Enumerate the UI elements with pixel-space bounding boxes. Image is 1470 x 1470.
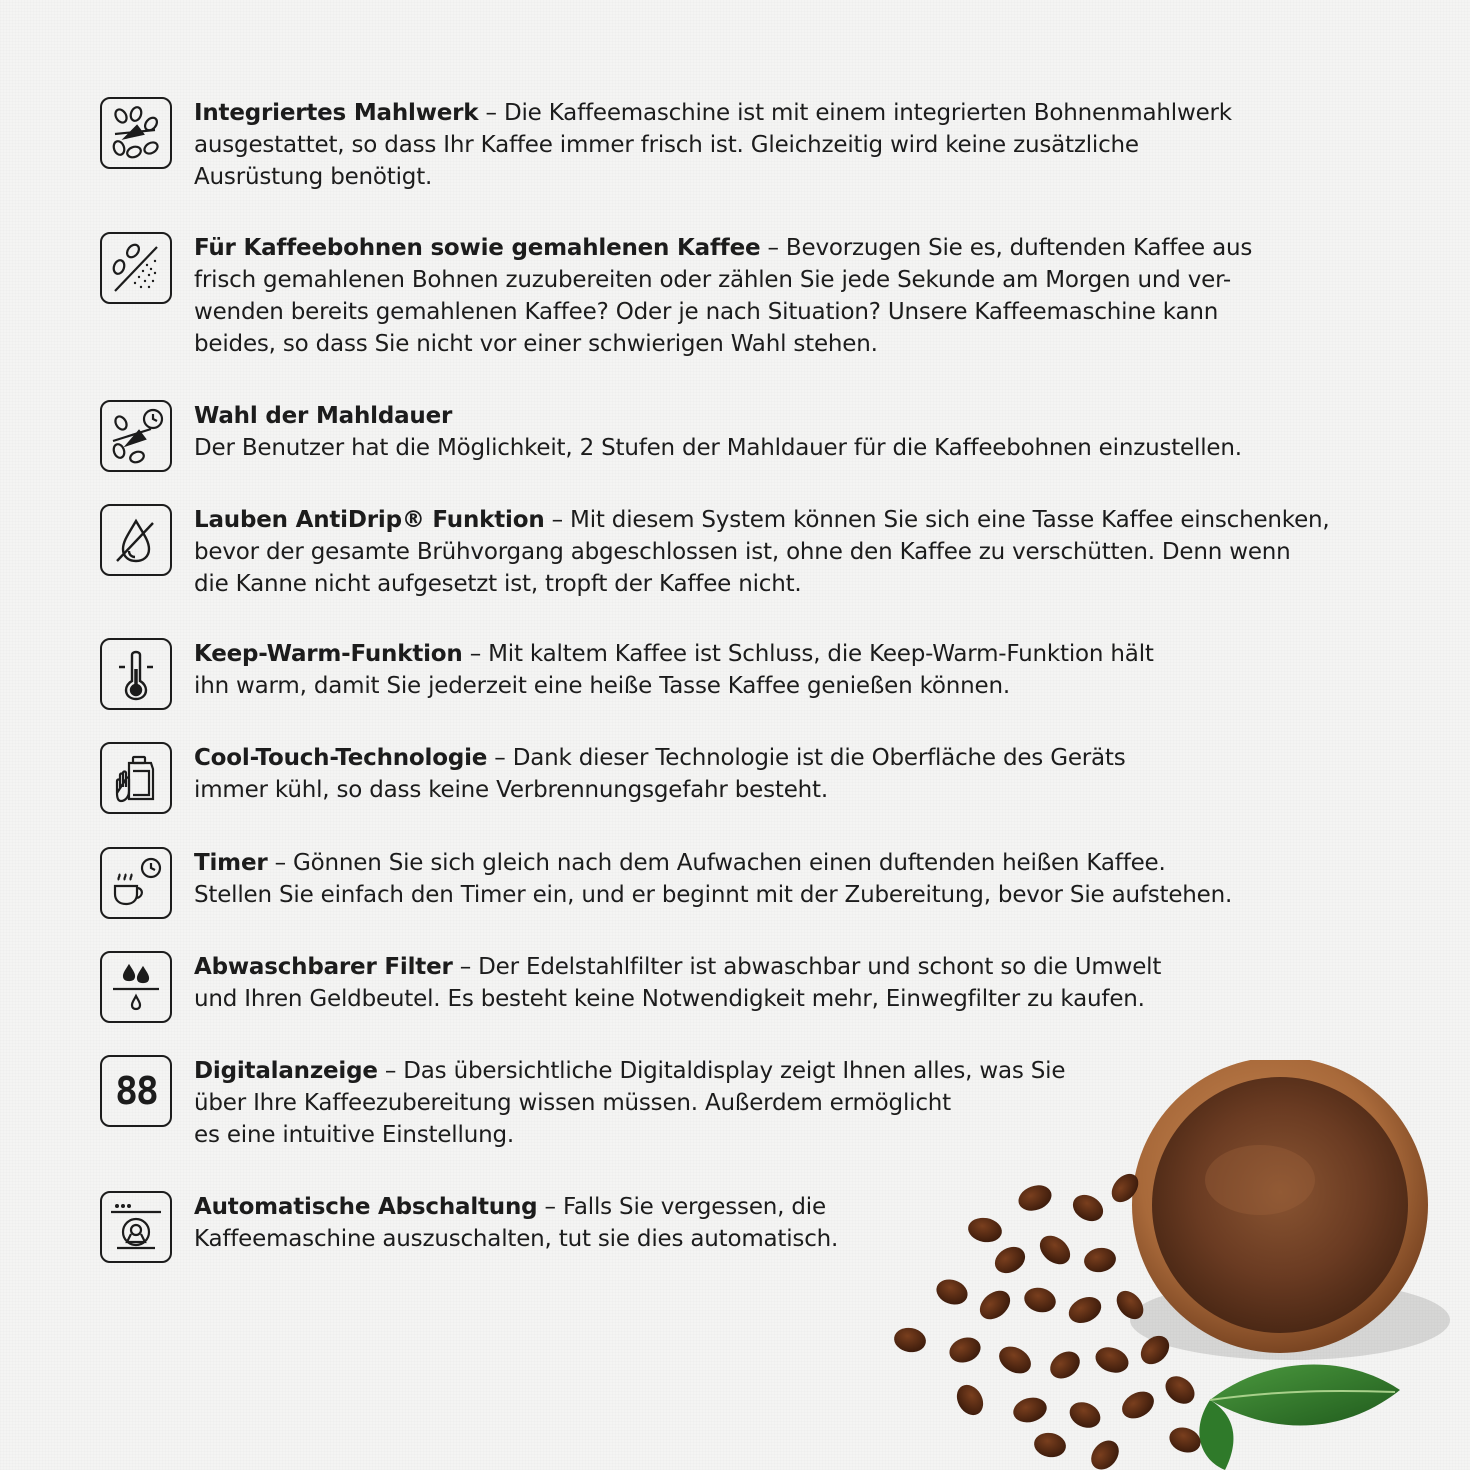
feature-line: frisch gemahlenen Bohnen zuzubereiten oder zählen Sie jede Sekunde am Morgen und ver- bbox=[194, 267, 1232, 293]
feature-text bbox=[194, 232, 1252, 360]
feature-title: Automatische Abschaltung bbox=[194, 1194, 538, 1220]
separator: – bbox=[487, 745, 513, 771]
feature-cool-touch bbox=[100, 742, 1126, 814]
feature-line: Falls Sie vergessen, die bbox=[562, 1194, 826, 1220]
separator: – bbox=[537, 1194, 563, 1220]
feature-text bbox=[194, 400, 1242, 464]
separator: – bbox=[462, 641, 489, 667]
coffee-bean bbox=[1117, 1386, 1158, 1424]
coffee-bean bbox=[1032, 1430, 1068, 1459]
coffee-bowl-illustration bbox=[880, 1060, 1470, 1470]
washable-filter-icon bbox=[100, 951, 172, 1023]
feature-line: über Ihre Kaffeezubereitung wissen müssen. Außerdem ermöglicht bbox=[194, 1090, 951, 1116]
separator: – bbox=[267, 850, 294, 876]
feature-title: Keep-Warm-Funktion bbox=[194, 641, 463, 667]
feature-title: Integriertes Mahlwerk bbox=[194, 100, 479, 126]
auto-shutoff-icon bbox=[100, 1191, 172, 1263]
separator: – bbox=[760, 235, 786, 261]
beans-and-ground-coffee-icon bbox=[100, 232, 172, 304]
coffee-bean bbox=[1068, 1190, 1108, 1227]
feature-line: ihn warm, damit Sie jederzeit eine heiße Tasse Kaffee genießen können. bbox=[194, 673, 1010, 699]
feature-text bbox=[194, 847, 1232, 911]
feature-line: die Kanne nicht aufgesetzt ist, tropft der Kaffee nicht. bbox=[194, 571, 802, 597]
separator: – bbox=[544, 507, 571, 533]
separator: – bbox=[377, 1058, 404, 1084]
feature-line: Bevorzugen Sie es, duftenden Kaffee aus bbox=[785, 235, 1253, 261]
feature-line: immer kühl, so dass keine Verbrennungsgefahr besteht. bbox=[194, 777, 828, 803]
feature-line: Stellen Sie einfach den Timer ein, und er beginnt mit der Zubereitung, bevor Sie aufstehen. bbox=[194, 882, 1233, 908]
grinding-time-icon bbox=[100, 400, 172, 472]
coffee-bean bbox=[952, 1380, 989, 1420]
display-glyph: 88 bbox=[115, 1069, 157, 1113]
feature-line: wenden bereits gemahlenen Kaffee? Oder je nach Situation? Unsere Kaffeemaschine kann bbox=[194, 299, 1219, 325]
feature-line: es eine intuitive Einstellung. bbox=[194, 1122, 514, 1148]
coffee-bean bbox=[892, 1325, 928, 1354]
anti-drip-icon bbox=[100, 504, 172, 576]
feature-line: Dank dieser Technologie ist die Oberfläche des Geräts bbox=[512, 745, 1126, 771]
coffee-bean bbox=[974, 1285, 1015, 1325]
separator: – bbox=[478, 100, 504, 126]
coffee-bean bbox=[1082, 1245, 1118, 1274]
coffee-bean bbox=[1166, 1423, 1204, 1456]
feature-grinding-time bbox=[100, 400, 1242, 472]
coffee-leaf bbox=[1199, 1400, 1233, 1470]
feature-line: Ausrüstung benötigt. bbox=[194, 164, 433, 190]
coffee-bean bbox=[1021, 1284, 1058, 1315]
feature-line: Der Edelstahlfilter ist abwaschbar und schont so die Umwelt bbox=[478, 954, 1162, 980]
feature-title: Lauben AntiDrip® Funktion bbox=[194, 507, 545, 533]
feature-text bbox=[194, 638, 1154, 702]
feature-integrated-grinder bbox=[100, 97, 1232, 193]
feature-title: Abwaschbarer Filter bbox=[194, 954, 453, 980]
coffee-bean bbox=[933, 1275, 971, 1308]
feature-line: Kaffeemaschine auszuschalten, tut sie dies automatisch. bbox=[194, 1226, 839, 1252]
coffee-bean bbox=[1015, 1181, 1055, 1215]
feature-line: Mit diesem System können Sie sich eine Tasse Kaffee einschenken, bbox=[570, 507, 1330, 533]
feature-line: beides, so dass Sie nicht vor einer schwierigen Wahl stehen. bbox=[194, 331, 878, 357]
feature-title: Timer bbox=[194, 850, 268, 876]
coffee-bean bbox=[1065, 1292, 1106, 1328]
coffee-bean bbox=[1092, 1343, 1132, 1377]
feature-title: Cool-Touch-Technologie bbox=[194, 745, 488, 771]
coffee-bean bbox=[946, 1333, 984, 1366]
feature-timer bbox=[100, 847, 1232, 919]
coffee-bean bbox=[1065, 1397, 1104, 1432]
feature-line: bevor der gesamte Brühvorgang abgeschlossen ist, ohne den Kaffee zu verschütten. Denn wenn bbox=[194, 539, 1291, 565]
feature-line: Das übersichtliche Digitaldisplay zeigt Ihnen alles, was Sie bbox=[403, 1058, 1066, 1084]
feature-title: Digitalanzeige bbox=[194, 1058, 378, 1084]
coffee-bean bbox=[994, 1341, 1035, 1379]
digital-display-icon bbox=[100, 1055, 172, 1127]
feature-keep-warm bbox=[100, 638, 1154, 710]
coffee-bean bbox=[1034, 1230, 1075, 1270]
feature-auto-shutoff bbox=[100, 1191, 838, 1263]
feature-text bbox=[194, 97, 1232, 193]
feature-line: Die Kaffeemaschine ist mit einem integrierten Bohnenmahlwerk bbox=[503, 100, 1232, 126]
coffee-bean bbox=[1086, 1435, 1125, 1470]
feature-text bbox=[194, 951, 1161, 1015]
feature-title: Für Kaffeebohnen sowie gemahlenen Kaffee bbox=[194, 235, 761, 261]
feature-title: Wahl der Mahldauer bbox=[194, 403, 453, 429]
separator: – bbox=[452, 954, 479, 980]
coffee-bean bbox=[990, 1242, 1030, 1279]
coffee-bean bbox=[1010, 1394, 1049, 1426]
coffee-beans-grinder-icon bbox=[100, 97, 172, 169]
feature-beans-and-ground bbox=[100, 232, 1252, 360]
coffee-bean bbox=[966, 1215, 1004, 1245]
feature-line: Mit kaltem Kaffee ist Schluss, die Keep-Warm-Funktion hält bbox=[488, 641, 1154, 667]
feature-line: und Ihren Geldbeutel. Es besteht keine Notwendigkeit mehr, Einwegfilter zu kaufen. bbox=[194, 986, 1145, 1012]
feature-line: Der Benutzer hat die Möglichkeit, 2 Stufen der Mahldauer für die Kaffeebohnen einzustellen. bbox=[194, 435, 1242, 461]
feature-line: Gönnen Sie sich gleich nach dem Aufwachen einen duftenden heißen Kaffee. bbox=[293, 850, 1166, 876]
coffee-bean bbox=[1045, 1346, 1085, 1384]
feature-text bbox=[194, 1191, 838, 1255]
cool-touch-hand-icon bbox=[100, 742, 172, 814]
feature-anti-drip bbox=[100, 504, 1330, 600]
feature-washable-filter bbox=[100, 951, 1161, 1023]
thermometer-icon bbox=[100, 638, 172, 710]
coffee-bean bbox=[1160, 1371, 1200, 1410]
feature-line: ausgestattet, so dass Ihr Kaffee immer frisch ist. Gleichzeitig wird keine zusätzliche bbox=[194, 132, 1139, 158]
feature-text bbox=[194, 742, 1126, 806]
coffee-leaf bbox=[1210, 1365, 1400, 1426]
timer-cup-icon bbox=[100, 847, 172, 919]
feature-text bbox=[194, 504, 1330, 600]
